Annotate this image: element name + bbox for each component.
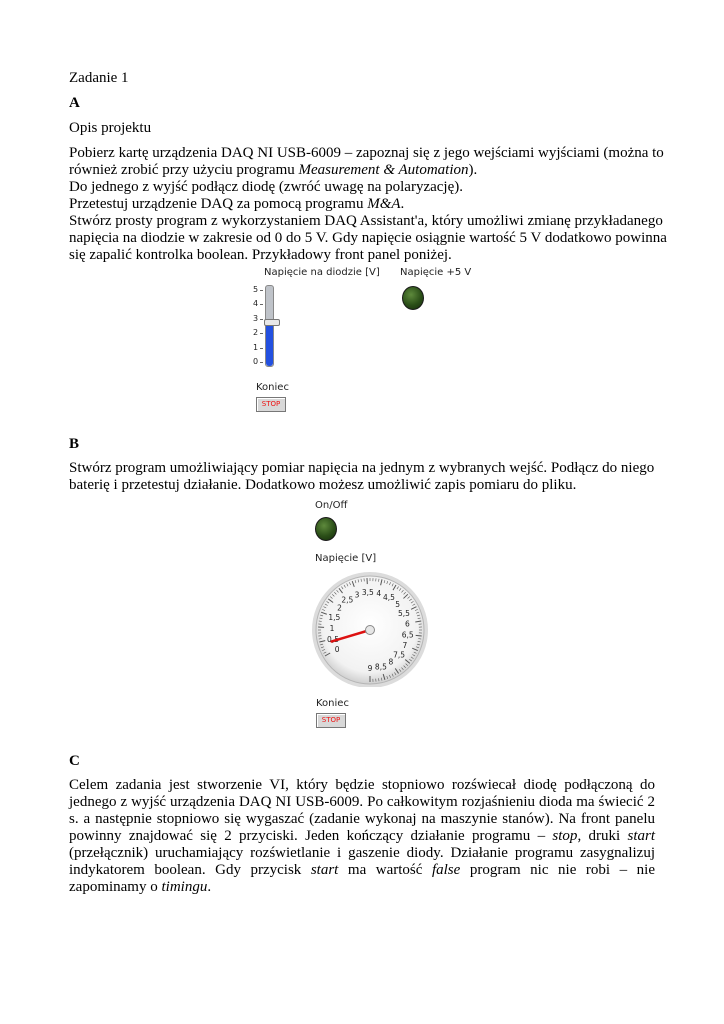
section-a-line-6: napięcia na diodzie w zakresie od 0 do 5 V. Gdy napięcie osiągnie wartość 5 V dodatkowo powinna	[69, 230, 667, 246]
term-timing: timingu	[161, 879, 208, 895]
section-a-line-5: Stwórz prosty program z wykorzystaniem DAQ Assistant'a, który umożliwi zmianę przykładanego	[69, 213, 663, 229]
gauge-tick-label: 3,5	[361, 588, 374, 598]
section-c-paragraph: Celem zadania jest stworzenie VI, który będzie stopniowo rozświecał diodę podłączoną do jednego z wyjść urządzenia DAQ NI USB-6009. Po całkowitym rozjaśnieniu dioda ma świecić 2 s. a następnie stopniowo się wygaszać (zadanie wykonaj na maszynie stanów). Na front panelu powinny znajdować się 2 przyciski. Jeden kończący działanie programu – stop, druki start (przełącznik) uruchamiający rozświetlanie i gaszenie diody. Działanie programu zasygnalizuj indykatorem boolean. Gdy przycisk start ma wartość false program nic nie robi – nie zapominamy o timingu.	[69, 777, 655, 895]
voltage-gauge	[305, 567, 435, 687]
gauge-tick-label: 5	[395, 599, 401, 609]
onoff-label: On/Off	[315, 500, 348, 511]
program-name-ma: M&A	[367, 196, 401, 212]
gauge-tick-label: 5,5	[397, 608, 410, 618]
gauge-pivot	[366, 626, 375, 635]
led-indicator-5v	[402, 286, 424, 310]
stop-button-a[interactable]: STOP	[256, 397, 286, 412]
gauge-tick-label: 4	[376, 589, 382, 599]
gauge-tick-label: 9	[367, 664, 373, 673]
gauge-tick-label: 8	[388, 657, 394, 667]
slider-tick-mark	[260, 333, 263, 334]
gauge-tick-label: 0	[334, 645, 340, 654]
slider-tick-mark	[260, 348, 263, 349]
slider-tick-label: 0	[253, 357, 259, 366]
section-a-subheading: Opis projektu	[69, 120, 152, 136]
section-b-line-1: Stwórz program umożliwiający pomiar napięcia na jednym z wybranych wejść. Podłącz do niego	[69, 460, 655, 476]
section-b-line-2: baterię i przetestuj działanie. Dodatkowo możesz umożliwić zapis pomiaru do pliku.	[69, 477, 577, 493]
slider-tick-label: 1	[253, 342, 259, 352]
gauge-tick-label: 7,5	[393, 650, 406, 660]
gauge-tick-label: 4,5	[383, 593, 395, 603]
stop-label-b: Koniec	[316, 698, 349, 709]
gauge-tick-label: 6	[405, 619, 410, 629]
onoff-led	[315, 517, 337, 541]
gauge-tick-label: 1,5	[328, 613, 341, 623]
slider-tick-label: 2	[253, 328, 259, 338]
slider-tick-mark	[260, 290, 263, 291]
gauge-tick-label: 2	[337, 603, 342, 613]
led-label-5v: Napięcie +5 V	[400, 267, 472, 278]
gauge-tick-label: 2,5	[341, 595, 354, 605]
term-start: start	[627, 828, 655, 844]
section-a-line-2: również zrobić przy użyciu programu Measurement & Automation).	[69, 162, 478, 178]
slider-tick-mark	[260, 319, 263, 320]
section-a-line-4: Przetestuj urządzenie DAQ za pomocą programu M&A.	[69, 196, 405, 212]
slider-tick-label: 4	[253, 299, 259, 309]
slider-tick-label: 5	[253, 285, 259, 294]
gauge-tick-label: 7	[402, 641, 408, 651]
gauge-tick-label: 0,5	[327, 634, 339, 644]
term-false: false	[431, 862, 461, 878]
program-name-ma-full: Measurement & Automation	[298, 162, 469, 178]
section-a-line-3: Do jednego z wyjść podłącz diodę (zwróć uwagę na polaryzację).	[69, 179, 463, 195]
term-stop: stop	[552, 828, 578, 844]
slider-tick-label: 3	[253, 313, 259, 323]
slider-label: Napięcie na diodzie [V]	[264, 267, 380, 278]
gauge-tick-label: 1	[329, 623, 335, 633]
section-a-heading: A	[69, 95, 80, 111]
term-start-2: start	[310, 862, 339, 878]
slider-track[interactable]	[265, 285, 274, 367]
task-title: Zadanie 1	[69, 70, 129, 86]
section-a-line-1: Pobierz kartę urządzenia DAQ NI USB-6009 – zapoznaj się z jego wejściami wyjściami (można to	[69, 145, 664, 161]
slider-thumb[interactable]	[264, 319, 280, 326]
gauge-label: Napięcie [V]	[315, 553, 377, 564]
gauge-tick-label: 6,5	[401, 630, 414, 640]
slider-fill	[266, 323, 273, 366]
gauge-tick-label: 8,5	[374, 662, 387, 672]
stop-label-a: Koniec	[256, 382, 289, 393]
section-b-heading: B	[69, 436, 80, 452]
section-c-heading: C	[69, 753, 80, 769]
gauge-tick-label: 3	[354, 590, 360, 600]
slider-tick-mark	[260, 362, 263, 363]
section-a-line-7: się zapalić kontrolka boolean. Przykładowy front panel poniżej.	[69, 247, 452, 263]
gauge-major-tick	[416, 635, 422, 636]
slider-tick-mark	[260, 304, 263, 305]
stop-button-b[interactable]: STOP	[316, 713, 346, 728]
